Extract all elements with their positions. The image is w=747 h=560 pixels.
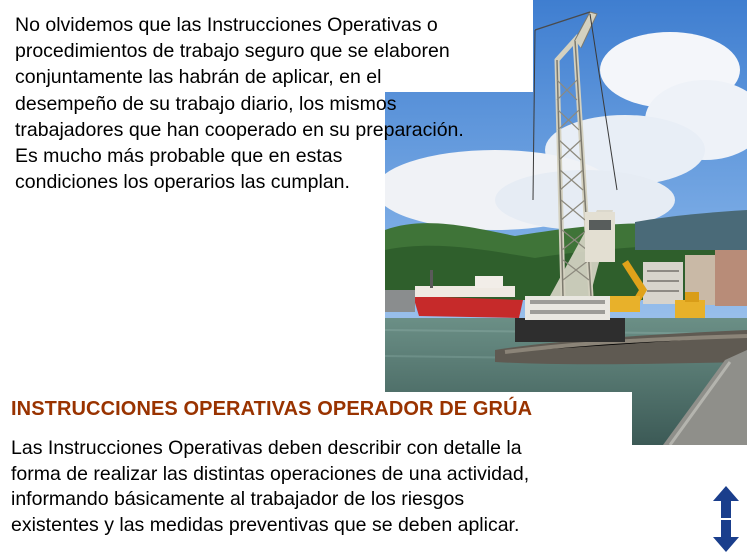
previous-slide-button[interactable] — [711, 485, 741, 519]
body-line: Las Instrucciones Operativas deben describir con detalle la — [11, 437, 522, 459]
intro-line: procedimientos de trabajo seguro que se elaboren — [15, 40, 450, 63]
body-line: existentes y las medidas preventivas que se deben aplicar. — [11, 513, 520, 536]
intro-line: trabajadores que han cooperado en su preparación. — [15, 118, 464, 141]
intro-line: Es mucho más probable que en estas — [15, 145, 343, 168]
intro-line: No olvidemos que las Instrucciones Operativas o — [15, 14, 438, 36]
intro-line: desempeño de su trabajo diario, los mismos — [15, 92, 397, 115]
body-line: forma de realizar las distintas operaciones de una actividad, — [11, 462, 530, 485]
next-slide-button[interactable] — [711, 519, 741, 553]
slide-navigation — [711, 485, 741, 555]
intro-line: conjuntamente las habrán de aplicar, en el — [15, 66, 382, 89]
intro-paragraph — [15, 12, 555, 195]
body-line: informando básicamente al trabajador de los riesgos — [11, 488, 465, 511]
intro-line: condiciones los operarios las cumplan. — [15, 171, 350, 194]
section-heading: INSTRUCCIONES OPERATIVAS OPERADOR DE GRÚA — [11, 398, 533, 420]
arrow-down-icon — [711, 519, 741, 553]
arrow-up-icon — [711, 485, 741, 519]
section-body — [11, 436, 651, 538]
